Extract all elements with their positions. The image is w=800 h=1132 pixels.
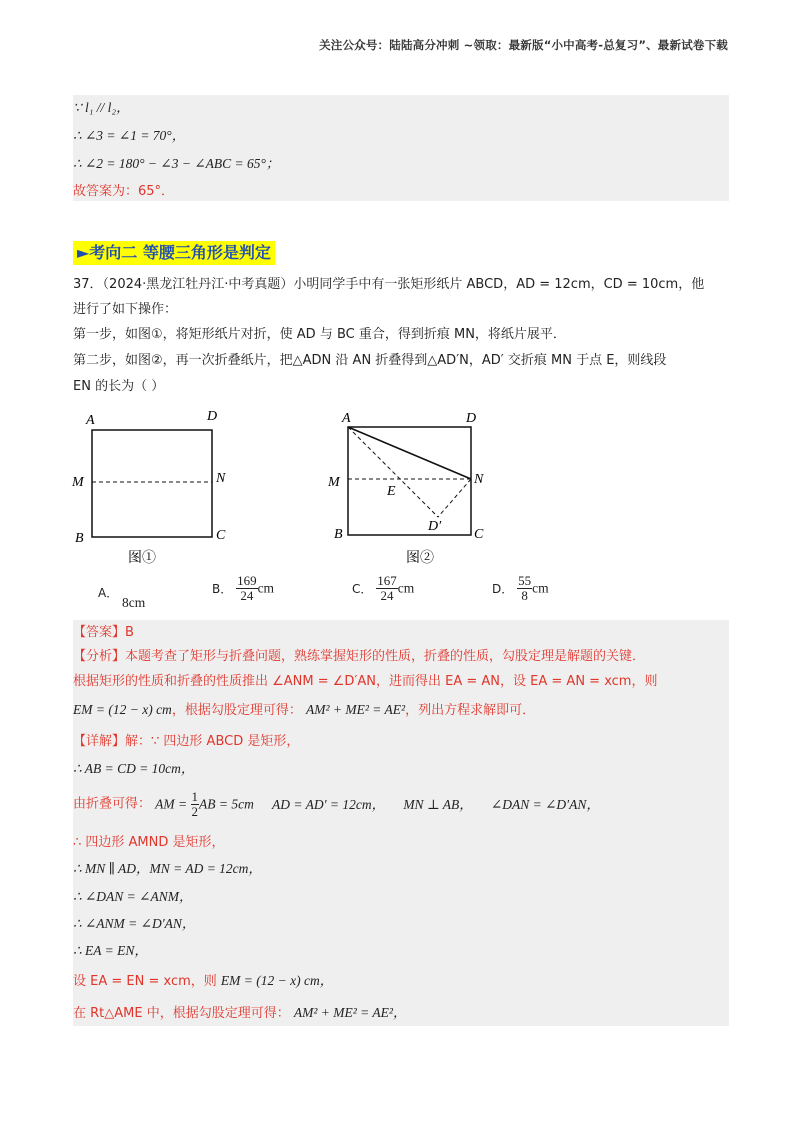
point-d-prime-label: D′ — [428, 519, 442, 534]
point-c-label: C — [474, 527, 484, 542]
option-c[interactable] — [352, 574, 414, 603]
option-d-numerator: 55 — [518, 573, 532, 588]
point-c-label: C — [216, 528, 226, 543]
analysis-text: ，根据勾股定理可得： — [171, 703, 302, 718]
solution-line: ∵ l₁ // l₂， — [73, 100, 130, 115]
option-c-unit: cm — [397, 580, 415, 596]
final-answer-line: 故答案为：65°． — [73, 184, 175, 199]
option-c-label: C． — [352, 582, 373, 596]
point-m-label: M — [328, 475, 340, 490]
figure-2 — [326, 402, 496, 572]
solution-line: ∴ ∠3 = ∠1 = 70°， — [73, 128, 186, 143]
option-b-unit: cm — [257, 580, 275, 596]
option-c-denominator: 24 — [380, 588, 394, 603]
point-b-label: B — [75, 531, 84, 546]
math-expr: EM = (12 − x) cm — [73, 702, 172, 717]
detail-line — [73, 790, 600, 826]
option-d-label: D． — [492, 582, 514, 596]
option-b-denominator: 24 — [240, 588, 254, 603]
question-line: 进行了如下操作： — [73, 302, 178, 317]
page-header: 关注公众号：陆陆高分冲刺 ~领取：最新版“小中高考-总复习”、最新试卷下载 — [319, 38, 728, 52]
detail-line: ∴ MN ∥ AD，MN = AD = 12cm， — [73, 861, 262, 876]
option-d-denominator: 8 — [521, 588, 528, 603]
section-heading: ►考向二 等腰三角形是判定 — [73, 241, 275, 265]
option-b-numerator: 169 — [237, 573, 257, 588]
option-b-label: B． — [212, 582, 233, 596]
figure-1 — [70, 402, 240, 572]
figure-2-caption: 图② — [406, 551, 434, 566]
fraction-numerator: 1 — [191, 789, 199, 804]
math-expr: AM² + ME² = AE²， — [293, 1005, 407, 1020]
detail-line: ∴ ∠ANM = ∠D′AN， — [73, 916, 196, 931]
option-d-unit: cm — [532, 580, 549, 596]
point-n-label: N — [216, 471, 226, 486]
detail-line: ∴ 四边形 AMND 是矩形， — [73, 835, 225, 850]
figure-1-caption: 图① — [128, 551, 156, 566]
point-a-label: A — [342, 411, 351, 426]
solution-line: ∴ ∠2 = 180° − ∠3 − ∠ABC = 65°； — [73, 156, 280, 171]
point-b-label: B — [334, 527, 343, 542]
analysis-line — [73, 701, 535, 720]
math-expr: EM = (12 − x) cm， — [220, 973, 334, 988]
question-line: EN 的长为（ ） — [73, 379, 165, 394]
math-expr: ∠DAN = ∠D′AN， — [490, 796, 600, 812]
math-expr: AD = AD′ = 12cm， — [272, 796, 386, 812]
detail-line: ∴ AB = CD = 10cm， — [73, 761, 195, 776]
detail-text: ∵ 四边形 ABCD 是矩形， — [151, 734, 300, 749]
option-a-value: 8cm — [122, 595, 146, 610]
answer-line: 【答案】B — [73, 625, 134, 640]
question-line: 37．（2024·黑龙江牡丹江·中考真题）小明同学手中有一张矩形纸片 ABCD，AD = 12cm，CD = 10cm，他 — [73, 277, 705, 292]
fraction-denominator: 2 — [191, 804, 199, 819]
detail-line — [73, 1004, 406, 1023]
point-d-label: D — [466, 411, 477, 426]
point-m-label: M — [72, 475, 84, 490]
math-expr: MN ⊥ AB， — [403, 796, 473, 812]
analysis-text: ，列出方程求解即可． — [405, 703, 536, 718]
detail-text: 设 EA = EN = xcm，则 — [73, 974, 217, 989]
detail-text: 在 Rt△AME 中，根据勾股定理可得： — [73, 1006, 290, 1021]
point-a-label: A — [86, 413, 95, 428]
math-expr: AB = 5cm — [199, 796, 254, 812]
question-line: 第二步，如图②，再一次折叠纸片，把△ADN 沿 AN 折叠得到△AD′N，AD′ 交折痕 MN 于点 E，则线段 — [73, 353, 667, 368]
option-d[interactable] — [492, 574, 549, 603]
detail-line — [73, 972, 333, 991]
point-n-label: N — [474, 472, 484, 487]
detail-label: 由折叠可得： — [73, 796, 152, 812]
analysis-line: 根据矩形的性质和折叠的性质推出 ∠ANM = ∠D′AN，进而得出 EA = AN，设 EA = AN = xcm，则 — [73, 674, 658, 689]
point-d-label: D — [207, 409, 218, 424]
detail-line: ∴ EA = EN， — [73, 943, 148, 958]
math-expr: AM = — [155, 796, 191, 812]
option-c-numerator: 167 — [377, 573, 397, 588]
detail-line: ∴ ∠DAN = ∠ANM， — [73, 889, 193, 904]
option-a-label: A． — [98, 586, 119, 600]
point-e-label: E — [387, 484, 396, 499]
option-b[interactable] — [212, 574, 274, 603]
detail-label: 【详解】解： — [73, 734, 152, 749]
analysis-line: 【分析】本题考查了矩形与折叠问题，熟练掌握矩形的性质，折叠的性质，勾股定理是解题的关键． — [73, 649, 646, 664]
option-a[interactable] — [98, 584, 146, 610]
question-line: 第一步，如图①，将矩形纸片对折，使 AD 与 BC 重合，得到折痕 MN，将纸片展平． — [73, 327, 566, 342]
math-expr: AM² + ME² = AE² — [305, 702, 406, 717]
detail-line — [73, 733, 299, 751]
